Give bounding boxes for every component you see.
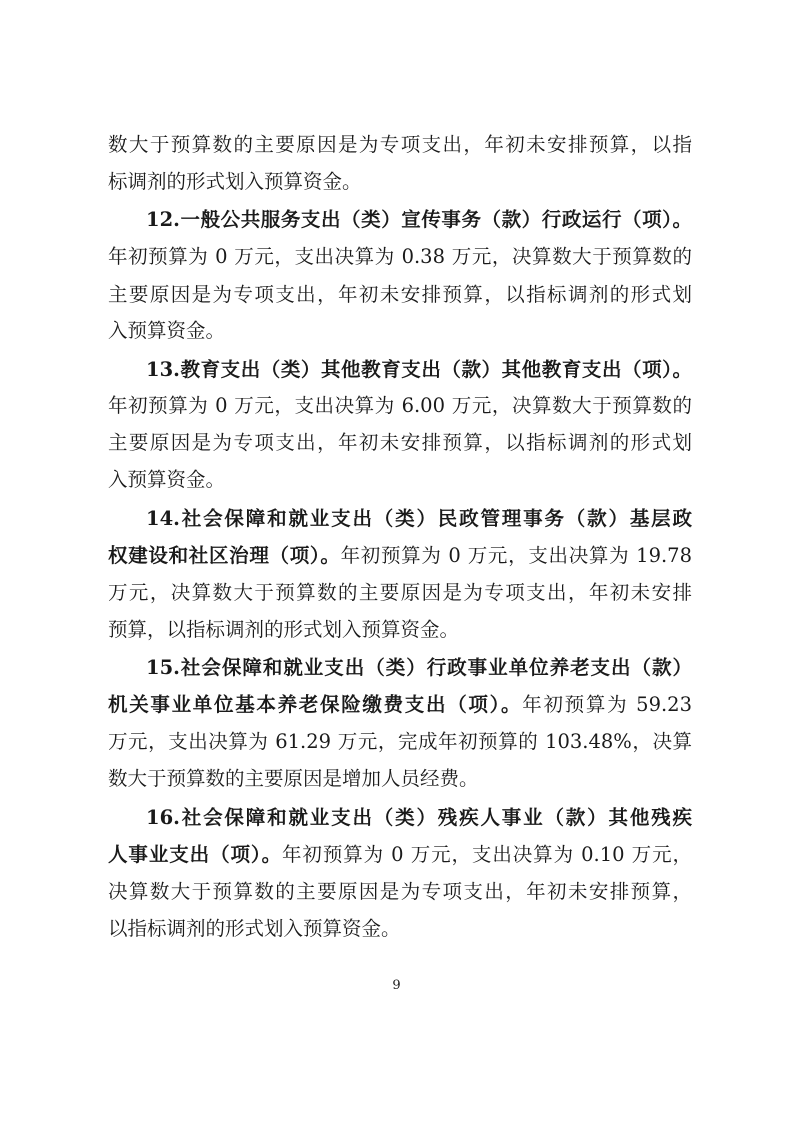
text-line: [108, 462, 692, 498]
text-line: [108, 277, 692, 313]
text-line: [108, 761, 692, 797]
page-number: 9: [392, 978, 401, 993]
heading-run: 14.社会保障和就业支出（类）民政管理事务（款）基层政: [146, 507, 692, 530]
heading-run: 12.一般公共服务支出（类）宣传事务（款）行政运行（项）。: [146, 208, 692, 231]
text-run: 入预算资金。: [108, 319, 226, 342]
text-run: 以指标调剂的形式划入预算资金。: [108, 917, 401, 940]
text-run: 万元，决算数大于预算数的主要原因是为专项支出，年初未安排: [108, 581, 692, 604]
heading-run: 15.社会保障和就业支出（类）行政事业单位养老支出（款）: [146, 656, 692, 679]
text-line: [146, 800, 692, 836]
text-run: 年初预算为 0 万元，支出决算为 6.00 万元，决算数大于预算数的: [108, 394, 692, 417]
text-line: [108, 538, 692, 574]
text-run: 预算，以指标调剂的形式划入预算资金。: [108, 618, 460, 641]
text-line: [108, 874, 692, 910]
text-line: [108, 612, 692, 648]
text-run: 年初预算为 59.23: [522, 693, 692, 716]
text-run: 数大于预算数的主要原因是为专项支出，年初未安排预算，以指: [108, 133, 692, 156]
text-run: 年初预算为 0 万元，支出决算为 19.78: [340, 544, 692, 567]
text-run: 万元，支出决算为 61.29 万元，完成年初预算的 103.48%，决算: [108, 730, 692, 753]
text-line: [146, 202, 692, 238]
text-run: 年初预算为 0 万元，支出决算为 0.38 万元，决算数大于预算数的: [108, 245, 692, 268]
text-line: [108, 164, 692, 200]
text-line: [108, 837, 692, 873]
text-run: 年初预算为 0 万元，支出决算为 0.10 万元，: [281, 843, 692, 866]
text-run: 主要原因是为专项支出，年初未安排预算，以指标调剂的形式划: [108, 431, 692, 454]
heading-run: 机关事业单位基本养老保险缴费支出（项）。: [108, 693, 523, 716]
heading-run: 权建设和社区治理（项）。: [108, 544, 341, 567]
heading-run: 16.社会保障和就业支出（类）残疾人事业（款）其他残疾: [146, 806, 692, 829]
text-line: [108, 425, 692, 461]
text-line: [108, 388, 692, 424]
text-line: [108, 911, 692, 947]
text-line: [108, 239, 692, 275]
text-run: 入预算资金。: [108, 468, 226, 491]
text-run: 标调剂的形式划入预算资金。: [108, 170, 362, 193]
text-line: [108, 724, 692, 760]
text-run: 数大于预算数的主要原因是增加人员经费。: [108, 767, 479, 790]
heading-run: 人事业支出（项）。: [108, 843, 282, 866]
text-line: [146, 501, 692, 537]
heading-run: 13.教育支出（类）其他教育支出（款）其他教育支出（项）。: [146, 358, 692, 381]
text-line: [108, 127, 692, 163]
text-line: [108, 313, 692, 349]
text-run: 决算数大于预算数的主要原因是为专项支出，年初未安排预算，: [108, 880, 692, 903]
text-run: 主要原因是为专项支出，年初未安排预算，以指标调剂的形式划: [108, 283, 692, 306]
text-line: [108, 687, 692, 723]
text-line: [146, 352, 692, 388]
text-line: [108, 575, 692, 611]
text-line: [146, 650, 692, 686]
